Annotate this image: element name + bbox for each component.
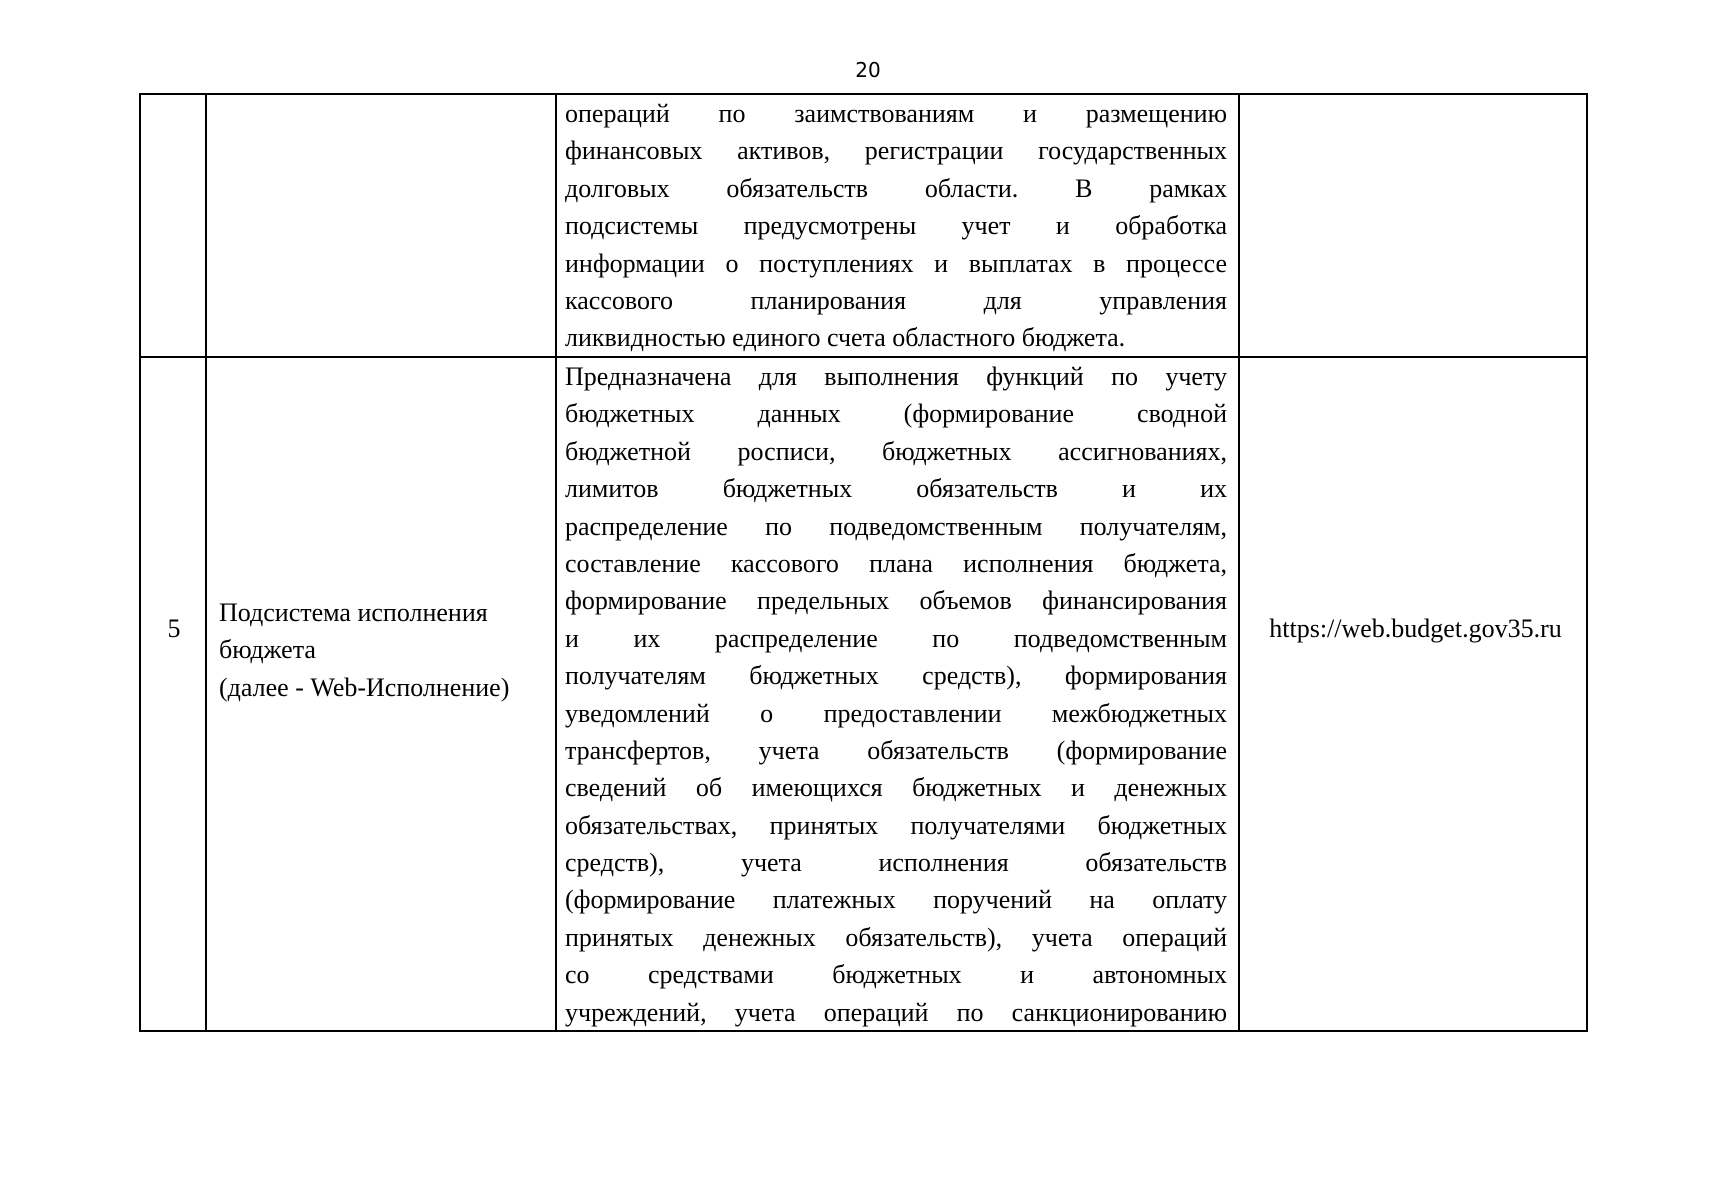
row-number: 5 bbox=[167, 614, 181, 643]
subsystem-url[interactable]: https://web.budget.gov35.ru bbox=[1269, 614, 1562, 643]
description-cell bbox=[565, 358, 1227, 1031]
description-line: информации о поступлениях и выплатах в процессе bbox=[565, 248, 1227, 278]
table-row bbox=[141, 95, 1586, 356]
description-line: трансфертов, учета обязательств (формирование bbox=[565, 735, 1227, 765]
description-line: уведомлений о предоставлении межбюджетных bbox=[565, 698, 1227, 728]
description-line: учреждений, учета операций по санкционированию bbox=[565, 997, 1227, 1027]
description-line: сведений об имеющихся бюджетных и денежных bbox=[565, 773, 1227, 803]
description-line: лимитов бюджетных обязательств и их bbox=[565, 474, 1227, 504]
description-line: (формирование платежных поручений на оплату bbox=[565, 885, 1227, 915]
description-line: долговых обязательств области. В рамках bbox=[565, 173, 1227, 203]
description-line: распределение по подведомственным получателям, bbox=[565, 511, 1227, 541]
description-line: бюджетной росписи, бюджетных ассигнованиях, bbox=[565, 436, 1227, 466]
systems-table bbox=[139, 93, 1588, 1032]
description-line: обязательствах, принятых получателями бюджетных bbox=[565, 810, 1227, 840]
description-line: получателям бюджетных средств), формирования bbox=[565, 661, 1227, 691]
name-line: (далее - Web-Исполнение) bbox=[219, 672, 510, 702]
description-line: и их распределение по подведомственным bbox=[565, 623, 1227, 653]
description-line: составление кассового плана исполнения бюджета, bbox=[565, 548, 1227, 578]
description-line: финансовых активов, регистрации государственных bbox=[565, 136, 1227, 166]
name-line: Подсистема исполнения bbox=[219, 598, 488, 627]
subsystem-name bbox=[219, 594, 559, 706]
description-line: средств), учета исполнения обязательств bbox=[565, 848, 1227, 878]
description-line: Предназначена для выполнения функций по учету bbox=[565, 362, 1227, 391]
name-line: бюджета bbox=[219, 635, 316, 665]
description-line: со средствами бюджетных и автономных bbox=[565, 960, 1227, 990]
table-row bbox=[141, 358, 1586, 1032]
description-line: подсистемы предусмотрены учет и обработка bbox=[565, 211, 1227, 241]
description-line: формирование предельных объемов финансирования bbox=[565, 586, 1227, 616]
description-line: кассового планирования для управления bbox=[565, 285, 1227, 315]
description-line: принятых денежных обязательств), учета операций bbox=[565, 922, 1227, 952]
description-cell bbox=[565, 95, 1227, 357]
page-number: 20 bbox=[855, 58, 881, 82]
description-line: операций по заимствованиям и размещению bbox=[565, 99, 1227, 128]
description-line: бюджетных данных (формирование сводной bbox=[565, 399, 1227, 429]
description-line: ликвидностью единого счета областного бюджета. bbox=[565, 323, 1126, 353]
